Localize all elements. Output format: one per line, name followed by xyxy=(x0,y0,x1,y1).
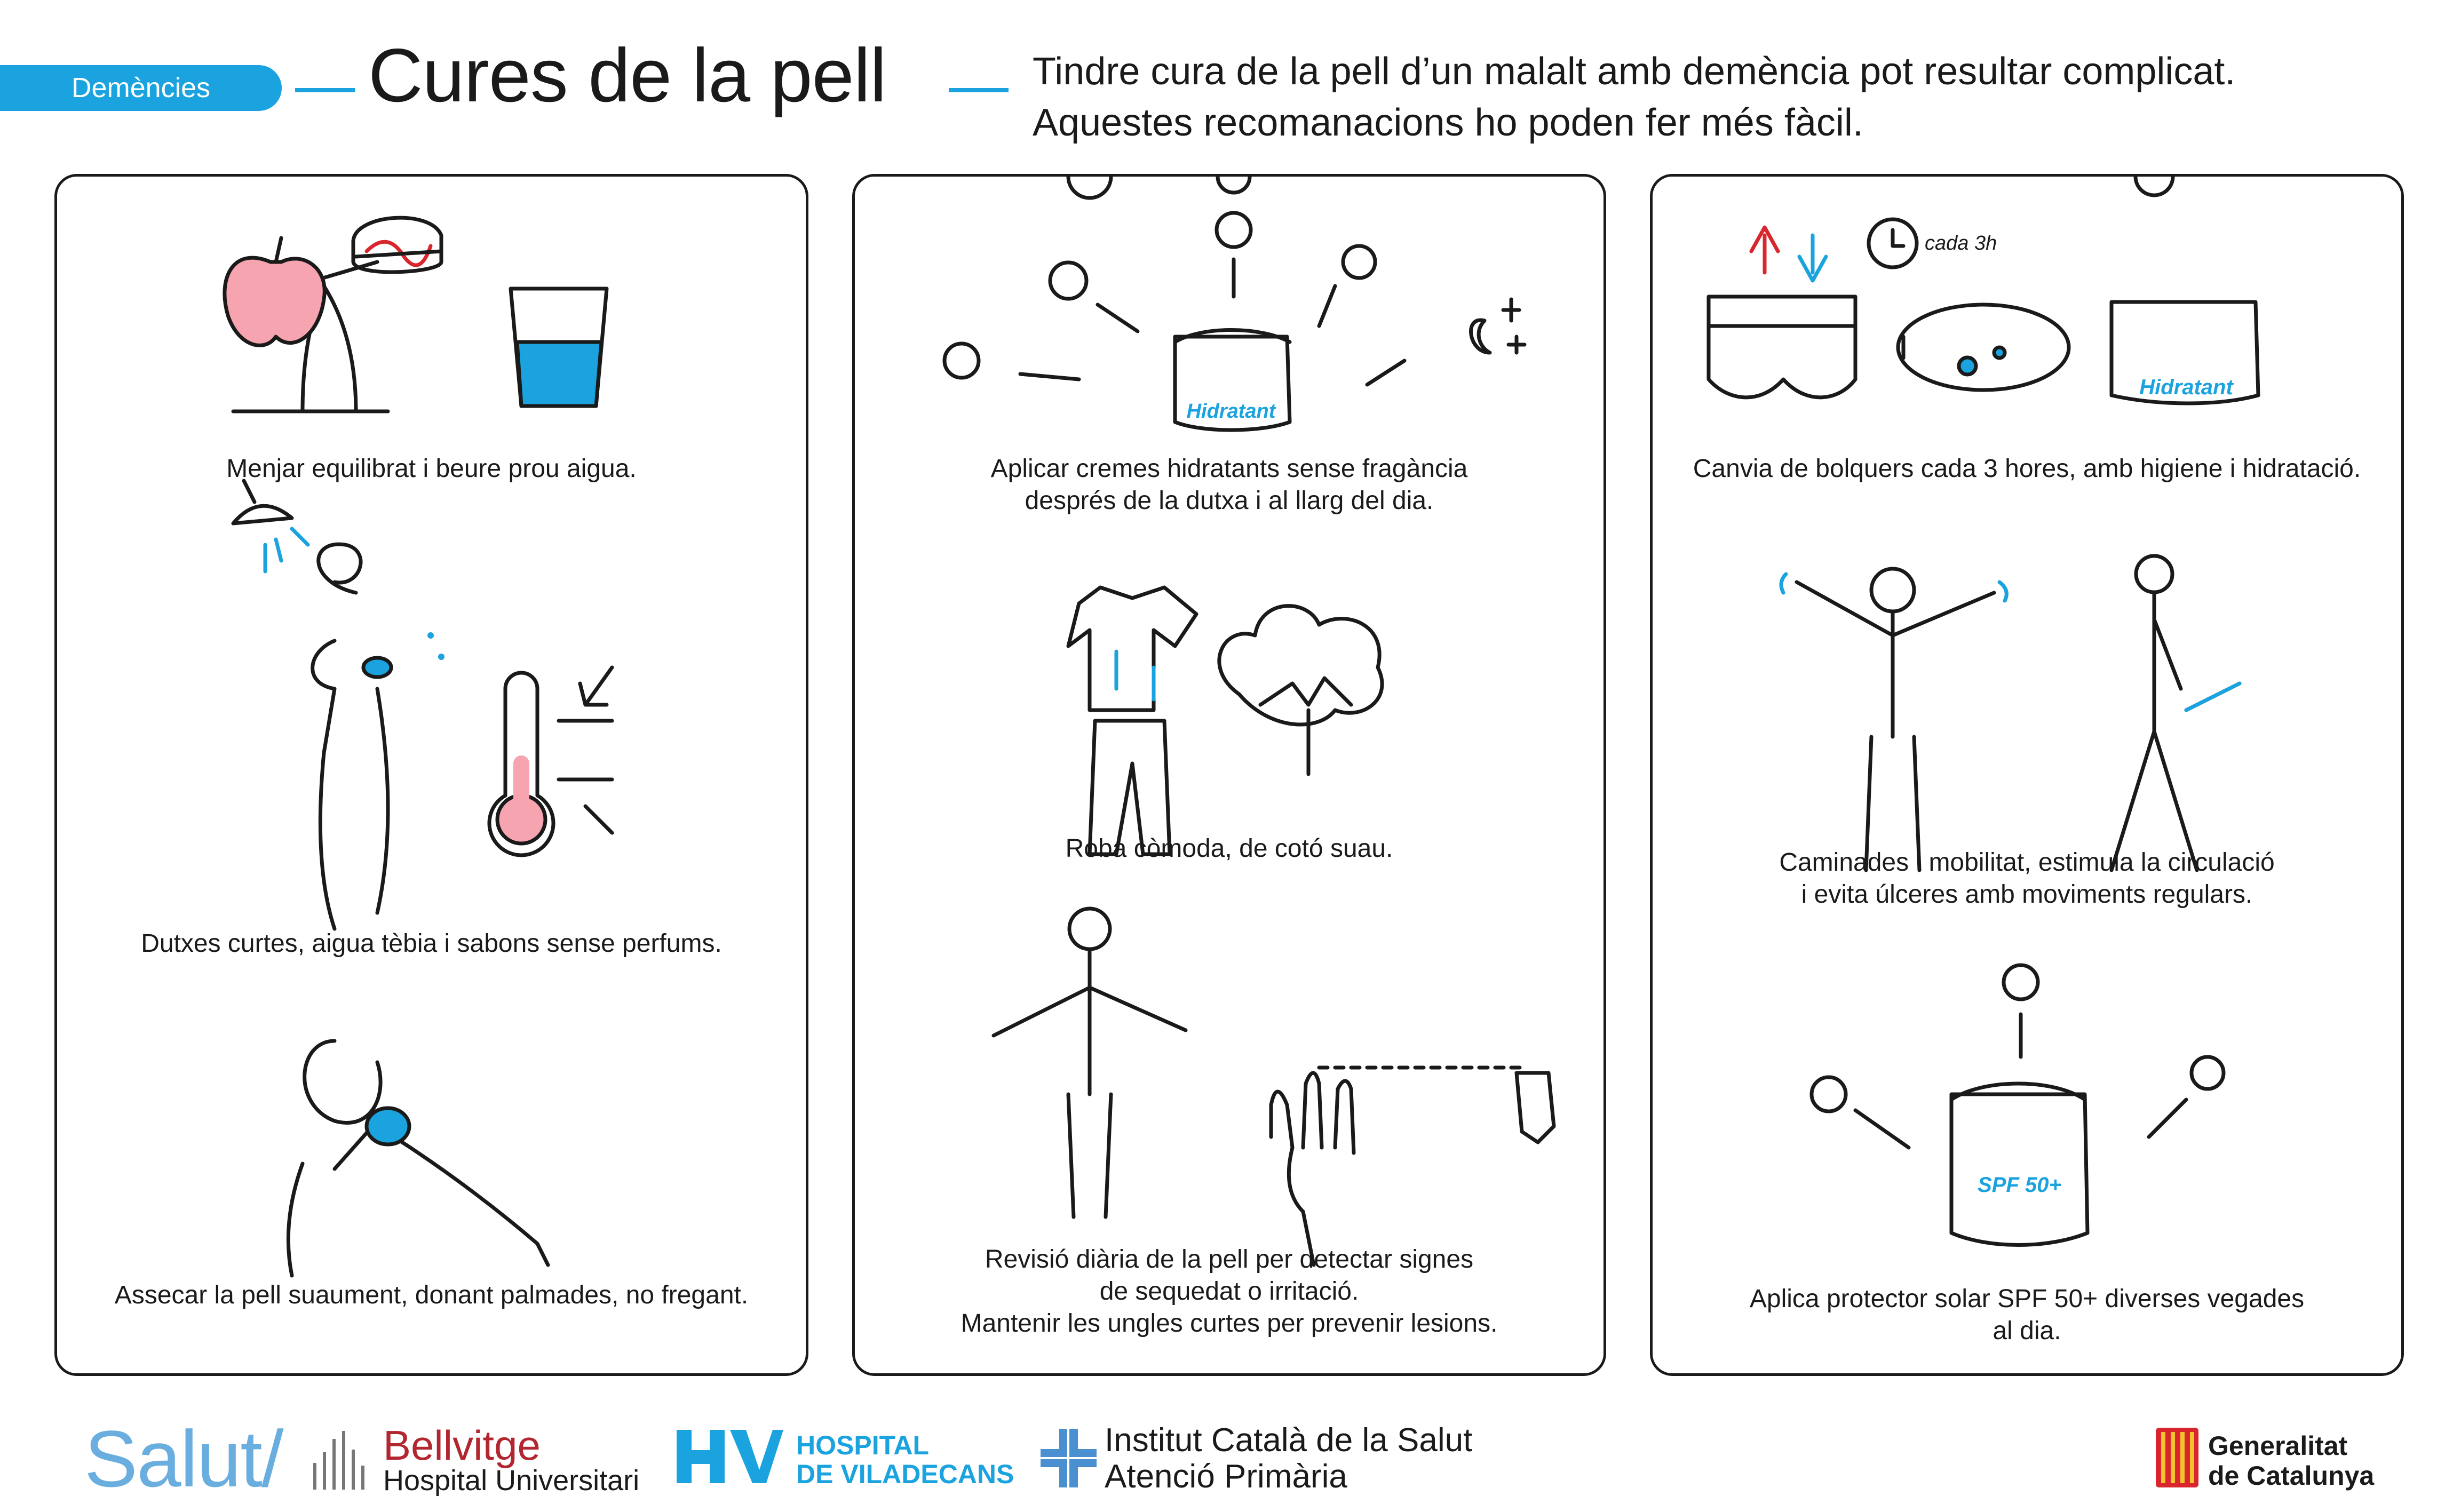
title-dash-right xyxy=(949,88,1009,92)
caption-skin-check-line-3: Mantenir les ungles curtes per prevenir lesions. xyxy=(960,1309,1498,1338)
hospital-viladecans-name xyxy=(796,1431,1014,1489)
caption-sunscreen-line-1: Aplica protector solar SPF 50+ diverses vegades xyxy=(1749,1285,2305,1313)
caption-diet-water: Menjar equilibrat i beure prou aigua. xyxy=(226,455,637,483)
moisturizer-tin-label: Hidratant xyxy=(2139,376,2233,399)
drying-skin-icon xyxy=(288,1041,548,1276)
cotton-icon xyxy=(1219,606,1382,774)
hv-logo-icon xyxy=(677,1425,783,1489)
ics-cross-icon xyxy=(1041,1429,1097,1487)
page-title: Cures de la pell xyxy=(368,33,886,118)
clock-note: cada 3h xyxy=(1925,232,1997,254)
category-tag: Demències xyxy=(0,65,282,111)
generalitat-name xyxy=(2208,1431,2374,1491)
moon-stars-icon xyxy=(1471,299,1525,353)
clothes-icon xyxy=(1068,587,1196,854)
up-down-arrows-icon xyxy=(1751,227,1826,281)
footer-logos xyxy=(0,1398,2437,1512)
bellvitge-logo-icon xyxy=(309,1426,374,1495)
subtitle-line-2: Aquestes recomanacions ho poden fer més fàcil. xyxy=(1033,101,1863,144)
caption-sunscreen xyxy=(1653,1283,2401,1347)
diaper-icon xyxy=(1709,297,1855,397)
spf-label: SPF 50+ xyxy=(1978,1173,2061,1197)
caption-mobility-line-1: Caminades i mobilitat, estimula la circulació xyxy=(1779,848,2275,877)
hv-line-1: HOSPITAL xyxy=(796,1430,930,1460)
panel-diapers-mobility-sun xyxy=(1650,174,2404,1376)
showering-person-icon xyxy=(313,544,444,929)
generalitat-line-1: Generalitat xyxy=(2208,1431,2348,1461)
shower-icon xyxy=(233,481,308,571)
panel-2-illustrations xyxy=(855,177,1604,1373)
caption-diapers: Canvia de bolquers cada 3 hores, amb higiene i hidratació. xyxy=(1693,455,2361,483)
bellvitge-subtitle: Hospital Universitari xyxy=(383,1465,640,1497)
caption-skin-check xyxy=(855,1244,1604,1340)
nails-hand-icon xyxy=(1271,1068,1554,1265)
jar-label: Hidratant xyxy=(1186,400,1276,423)
caption-mobility xyxy=(1653,847,2401,911)
ics-subtitle: Atenció Primària xyxy=(1105,1458,1347,1495)
caption-mobility-line-2: i evita úlceres amb moviments regulars. xyxy=(1801,880,2253,909)
generalitat-line-2: de Catalunya xyxy=(2208,1461,2375,1491)
caption-short-showers: Dutxes curtes, aigua tèbia i sabons sense perfums. xyxy=(141,929,722,958)
caption-skin-check-line-1: Revisió diària de la pell per detectar signes xyxy=(985,1245,1474,1274)
caption-skin-check-line-2: de sequedat o irritació. xyxy=(1099,1277,1359,1306)
generalitat-shield-icon xyxy=(2156,1428,2198,1487)
water-glass-icon xyxy=(511,289,607,406)
title-dash-left xyxy=(295,88,355,92)
panel-1-illustrations xyxy=(57,177,806,1373)
bellvitge-name: Bellvitge xyxy=(383,1422,541,1469)
panel-hydration-hygiene xyxy=(54,174,808,1376)
thermometer-icon xyxy=(489,667,612,855)
caption-pat-dry: Assecar la pell suaument, donant palmades, no fregant. xyxy=(114,1281,749,1309)
panel-moisturize-clothing xyxy=(852,174,1606,1376)
stretching-person-icon xyxy=(1781,569,2006,870)
subtitle-line-1: Tindre cura de la pell d’un malalt amb demència pot resultar complicat. xyxy=(1033,50,2236,93)
caption-sunscreen-line-2: al dia. xyxy=(1993,1317,2061,1345)
ics-name: Institut Català de la Salut xyxy=(1105,1422,1473,1459)
page-subtitle xyxy=(1033,46,2235,148)
sunscreen-icon xyxy=(1812,965,2224,1245)
salut-logo: Salut/ xyxy=(84,1414,283,1503)
caption-moisturizer-line-1: Aplicar cremes hidratants sense fragància xyxy=(990,455,1468,483)
caption-moisturizer xyxy=(855,453,1604,517)
clock-icon xyxy=(1869,219,1917,267)
cream-tin-icon xyxy=(1898,305,2069,390)
balanced-diet-icon xyxy=(225,218,441,411)
caption-moisturizer-line-2: després de la dutxa i al llarg del dia. xyxy=(1025,487,1434,515)
walking-person-icon xyxy=(2111,177,2240,870)
hv-line-2: DE VILADECANS xyxy=(796,1459,1014,1489)
caption-cotton-clothing: Roba còmoda, de cotó suau. xyxy=(1065,834,1393,863)
